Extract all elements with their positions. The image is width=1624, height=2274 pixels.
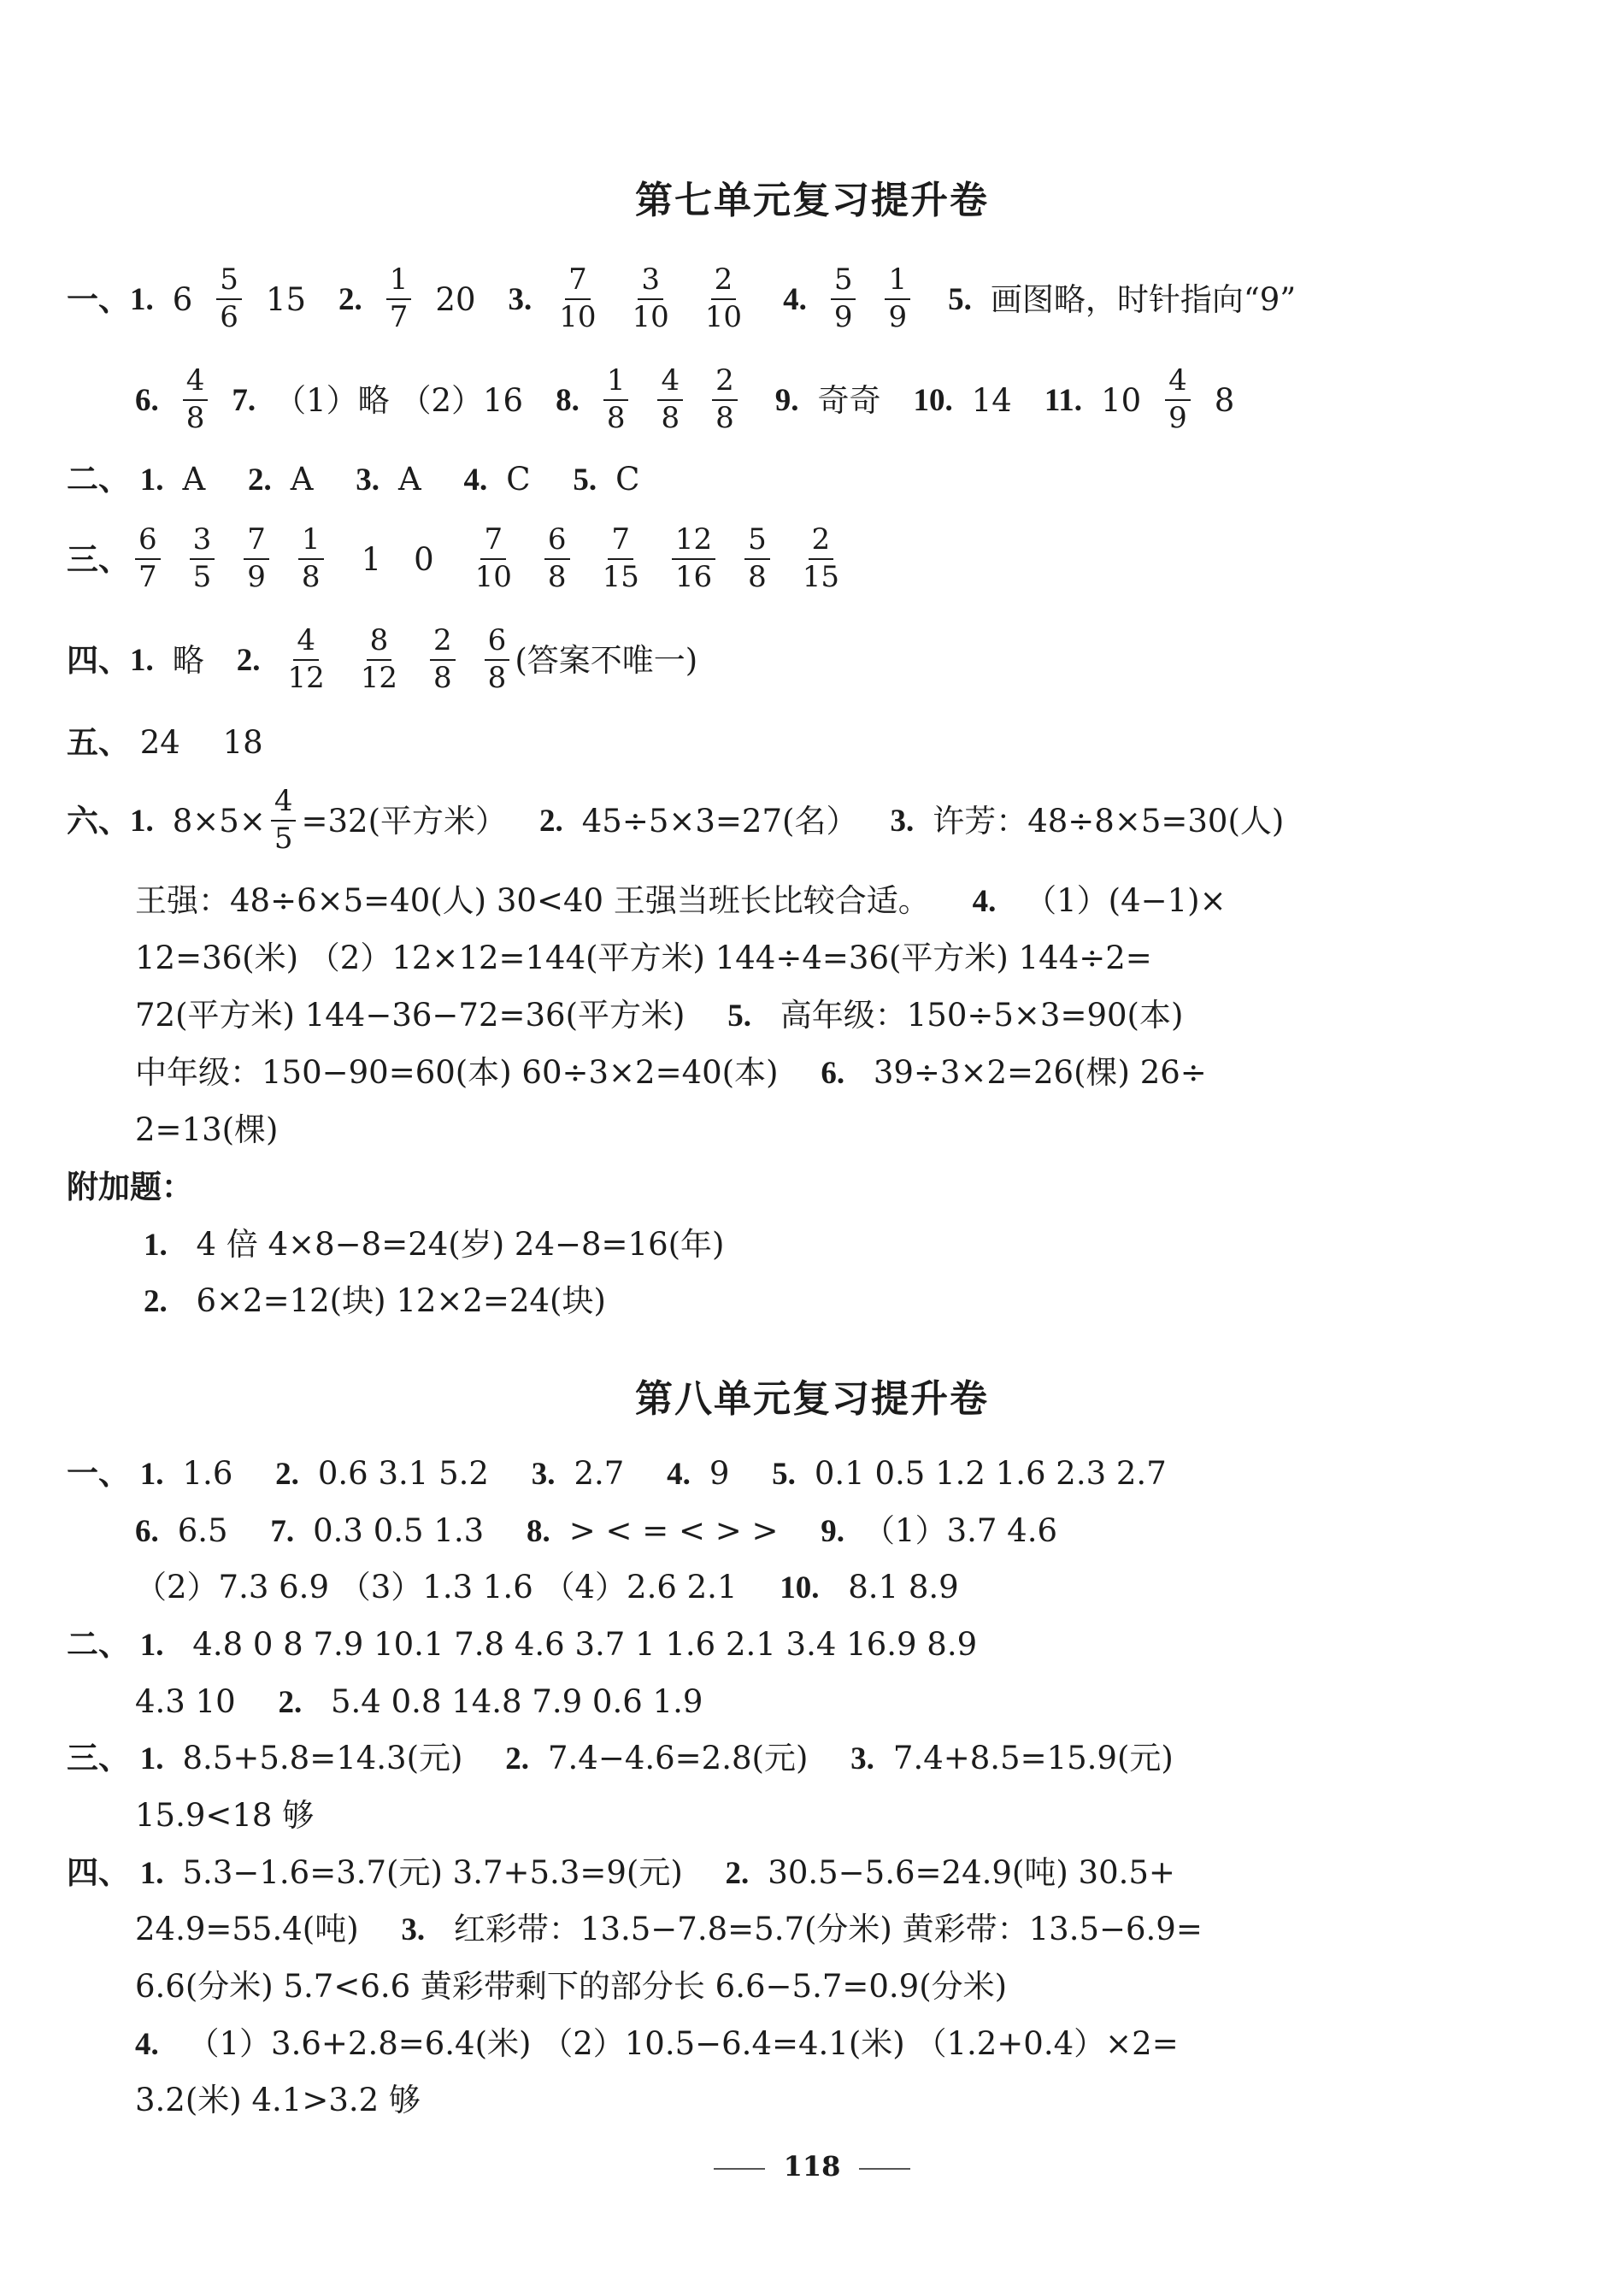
u8-s4-line3: 6.6(分米) 5.7<6.6 黄彩带剩下的部分长 6.6−5.7=0.9(分米): [135, 1968, 1008, 2005]
question-number: 5.: [948, 281, 972, 317]
u8-s3-line2: 15.9<18 够: [135, 1797, 315, 1834]
fraction: $\frac{4}{8}$: [183, 366, 209, 433]
fraction: $\frac{2}{15}$: [802, 522, 839, 594]
answer-text: 8: [1214, 381, 1235, 419]
u7-s6-line2: 王强：48÷6×5=40(人) 30<40 王强当班长比较合适。 4. （1）(4−1)×: [135, 882, 1227, 919]
fraction: $\frac{3}{10}$: [632, 262, 669, 334]
answer-text: （1）(4−1)×: [1025, 882, 1227, 919]
question-number: 9.: [774, 382, 799, 418]
fraction: $\frac{1}{7}$: [386, 265, 412, 333]
fraction: $\frac{4}{8}$: [657, 366, 683, 433]
fraction: $\frac{7}{10}$: [474, 522, 512, 594]
fraction: $\frac{4}{9}$: [1165, 366, 1191, 433]
answer-text: 画图略，时针指向“9”: [990, 280, 1297, 318]
answer-text: =32(平方米）: [301, 802, 508, 839]
fraction: $\frac{1}{8}$: [603, 366, 629, 433]
u8-s4-line1: 四、 1. 5.3−1.6=3.7(元) 3.7+5.3=9(元) 2. 30.5−5.6=24.9(吨) 30.5+: [67, 1853, 1175, 1891]
fraction: $\frac{7}{15}$: [602, 522, 639, 594]
u8-s2-line2: 4.3 10 2. 5.4 0.8 14.8 7.9 0.6 1.9: [135, 1683, 703, 1720]
fraction: $\frac{7}{9}$: [244, 525, 269, 592]
u8-s4-line4: 4. （1）3.6+2.8=6.4(米) （2）10.5−6.4=4.1(米) （1.2+0.4）×2=: [135, 2025, 1179, 2062]
u8-s1-line3: （2）7.3 6.9 （3）1.3 1.6 （4）2.6 2.1 10. 8.1 8.9: [135, 1569, 959, 1605]
question-number: 4.: [783, 281, 807, 317]
bonus-q2: 2. 6×2=12(块) 12×2=24(块): [144, 1282, 606, 1319]
answer-text: C: [506, 461, 531, 498]
question-number: 7.: [232, 382, 256, 418]
answer-text: 24: [139, 724, 180, 761]
fraction: $\frac{6}{8}$: [485, 626, 510, 693]
bonus-label: 附加题：: [67, 1168, 193, 1205]
bonus-q1: 1. 4 倍 4×8−8=24(岁) 24−8=16(年): [144, 1226, 725, 1263]
fraction: $\frac{12}{16}$: [672, 525, 715, 592]
answer-text: 10: [1101, 381, 1142, 419]
fraction: $\frac{2}{8}$: [430, 626, 456, 693]
section-label: 三、: [67, 1739, 130, 1776]
answer-text: 高年级：150÷5×3=90(本): [780, 997, 1184, 1034]
u7-s3-line: [67, 516, 848, 602]
u7-s6-line1: 六、 1. 8×5× $\frac{4}{5}$ =32(平方米） 2. 45÷5×3=27(名） 3. 许芳：48÷8×5=30(人): [67, 784, 1285, 856]
answer-text: A: [398, 461, 421, 498]
u8-s1-line1: 一、 1. 1.6 2. 0.6 3.1 5.2 3. 2.7 4. 9 5. 0.1 0.5 1.2 1.6 2.3 2.7: [67, 1454, 1167, 1492]
u7-s6-line4: 72(平方米) 144−36−72=36(平方米) 5. 高年级：150÷5×3=90(本): [135, 997, 1184, 1034]
section-label: 二、: [67, 460, 130, 498]
question-number: 3.: [508, 281, 533, 317]
answer-text: A: [182, 461, 206, 498]
answer-text: 6: [172, 280, 193, 318]
unit8-title: 第八单元复习提升卷: [635, 1377, 989, 1421]
answer-note: (答案不唯一): [515, 641, 698, 679]
section-label: 六、: [67, 801, 130, 839]
u7-s6-line5: 中年级：150−90=60(本) 60÷3×2=40(本) 6. 39÷3×2=26(棵) 26÷: [135, 1054, 1207, 1091]
answer-text: 王强：48÷6×5=40(人) 30<40 王强当班长比较合适。: [135, 882, 930, 919]
fraction: $\frac{2}{8}$: [712, 366, 738, 433]
question-number: 10.: [913, 382, 953, 418]
fraction: $\frac{6}{7}$: [135, 525, 161, 592]
question-number: 2.: [338, 281, 362, 317]
u8-s1-line2: 6. 6.5 7. 0.3 0.5 1.3 8. > < = < > > 9. （1）3.7 4.6: [135, 1512, 1058, 1549]
answer-text: 4 倍 4×8−8=24(岁) 24−8=16(年): [196, 1226, 725, 1263]
fraction: $\frac{2}{10}$: [704, 262, 743, 334]
u7-s1-line1: [67, 256, 1296, 342]
answer-text: 0: [414, 540, 434, 578]
section-label: 四、: [67, 1853, 130, 1891]
answer-text: 8×5×: [172, 802, 266, 839]
u7-s5-line: [67, 723, 263, 761]
section-label: 二、: [67, 1625, 130, 1663]
answer-text: 39÷3×2=26(棵) 26÷: [873, 1054, 1207, 1091]
fraction: $\frac{6}{8}$: [544, 525, 570, 592]
answer-text: A: [290, 461, 314, 498]
u8-s2-line1: 二、 1. 4.8 0 8 7.9 10.1 7.8 4.6 3.7 1 1.6 2.1 3.4 16.9 8.9: [67, 1625, 978, 1663]
u8-s4-line2: 24.9=55.4(吨) 3. 红彩带：13.5−7.8=5.7(分米) 黄彩带：13.5−6.9=: [135, 1911, 1203, 1947]
question-number: 11.: [1044, 382, 1083, 418]
fraction: $\frac{1}{8}$: [298, 525, 324, 592]
u8-s3-line1: 三、 1. 8.5+5.8=14.3(元) 2. 7.4−4.6=2.8(元) 3. 7.4+8.5=15.9(元): [67, 1739, 1174, 1776]
u7-s6-line6: 2=13(棵): [135, 1111, 279, 1148]
fraction: $\frac{3}{5}$: [190, 525, 215, 592]
section-label: 四、: [67, 640, 130, 679]
answer-text: 20: [435, 280, 476, 318]
answer-text: （1）略 （2）16: [274, 381, 524, 419]
answer-text: 略: [172, 641, 204, 679]
fraction: $\frac{4}{5}$: [271, 786, 297, 854]
u7-s4-line: 四、 1. 略 2. $\frac{4}{12}$ $\frac{8}{12}$ $\frac{2}{8}$ $\frac{6}{8}$ (答案不唯一): [67, 623, 698, 695]
section-label: 一、: [67, 280, 130, 318]
answer-text: 72(平方米) 144−36−72=36(平方米): [135, 997, 685, 1034]
u8-s4-line5: 3.2(米) 4.1>3.2 够: [135, 2082, 421, 2118]
answer-text: 18: [222, 724, 263, 761]
answer-text: 许芳：48÷8×5=30(人): [933, 802, 1285, 839]
fraction: $\frac{5}{6}$: [216, 265, 242, 333]
fraction: $\frac{8}{12}$: [360, 623, 398, 695]
section-label: 五、: [67, 723, 130, 761]
page-number: 118: [0, 2150, 1624, 2183]
section-label: 一、: [67, 1454, 130, 1492]
u7-s2-line: 二、 1. A 2. A 3. A 4. C 5. C: [67, 460, 640, 498]
answer-text: 奇奇: [817, 381, 881, 419]
fraction: $\frac{5}{8}$: [744, 525, 770, 592]
question-number: 6.: [135, 382, 159, 418]
answer-text: 15: [265, 280, 307, 318]
fraction: $\frac{1}{9}$: [885, 265, 910, 333]
fraction: $\frac{7}{10}$: [559, 262, 597, 334]
question-number: 8.: [556, 382, 580, 418]
answer-text: 45÷5×3=27(名）: [581, 802, 858, 839]
fraction: $\frac{4}{12}$: [287, 623, 325, 695]
u7-s1-line2: [135, 357, 1234, 443]
answer-text: 中年级：150−90=60(本) 60÷3×2=40(本): [135, 1054, 779, 1091]
answer-text: 14: [971, 381, 1012, 419]
unit7-title: 第七单元复习提升卷: [635, 179, 989, 222]
question-number: 1.: [130, 281, 154, 317]
answer-text: C: [615, 461, 640, 498]
answer-text: 6×2=12(块) 12×2=24(块): [196, 1282, 606, 1319]
section-label: 三、: [67, 539, 130, 578]
answer-text: 1: [361, 540, 382, 578]
u7-s6-line3: 12=36(米) （2）12×12=144(平方米) 144÷4=36(平方米) 144÷2=: [135, 940, 1152, 976]
fraction: $\frac{5}{9}$: [831, 265, 856, 333]
